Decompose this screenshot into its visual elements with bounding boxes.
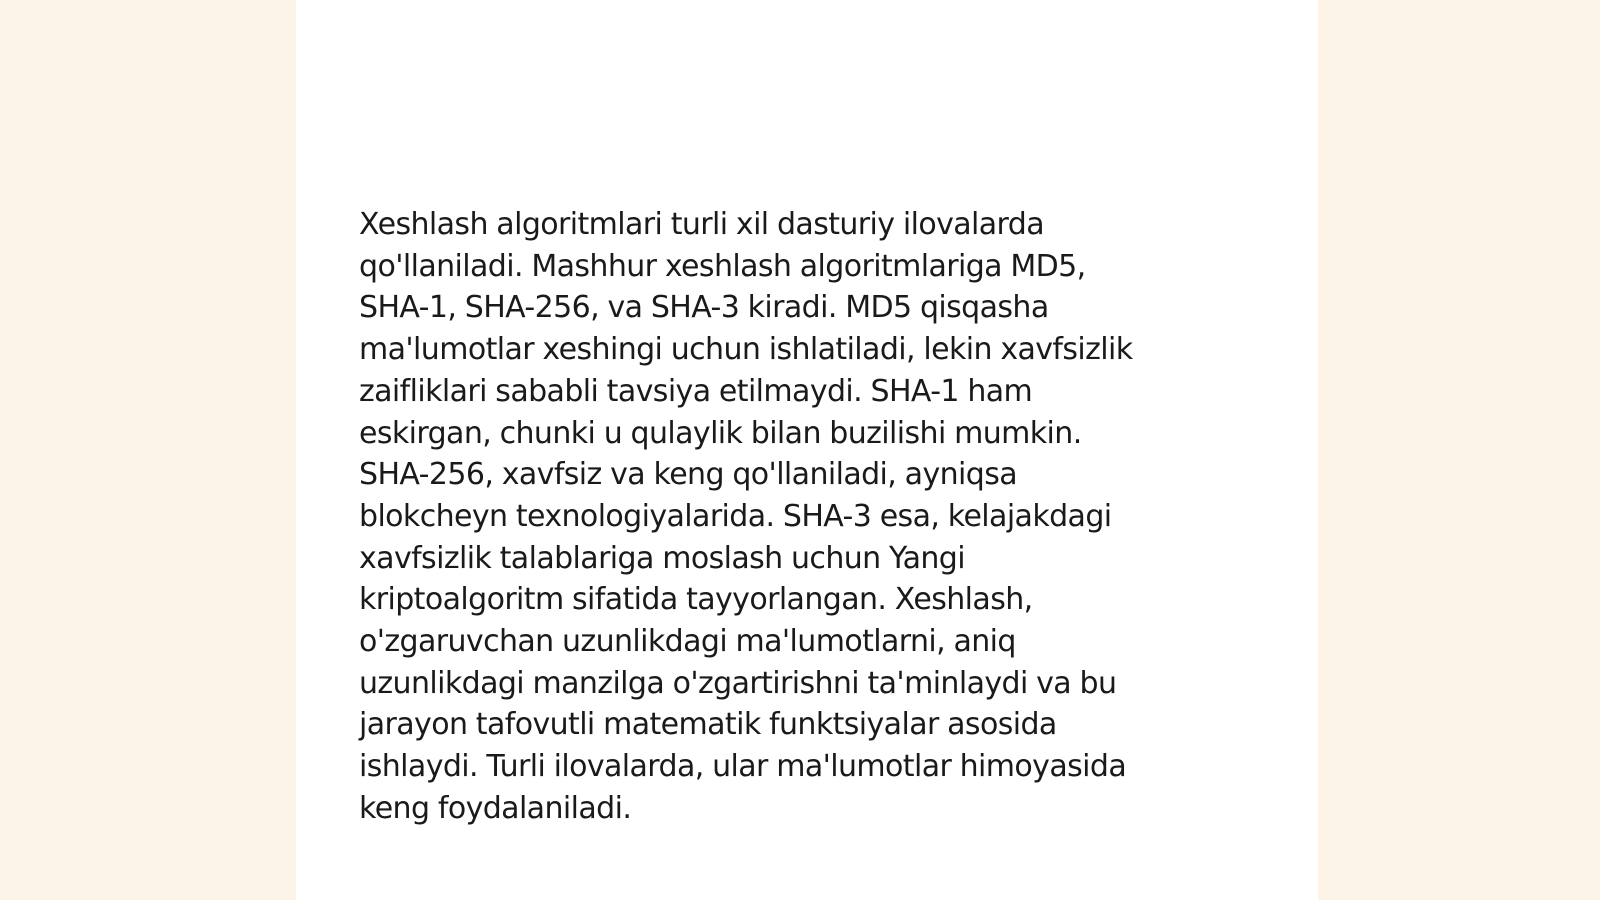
paragraph-line: qo'llaniladi. Mashhur xeshlash algoritmlariga MD5, xyxy=(359,248,1086,284)
paragraph-line: SHA-256, xavfsiz va keng qo'llaniladi, ayniqsa xyxy=(359,457,1018,493)
paragraph-line: zaifliklari sababli tavsiya etilmaydi. SHA-1 ham xyxy=(359,373,1033,409)
paragraph-line: uzunlikdagi manzilga o'zgartirishni ta'minlaydi va bu xyxy=(359,665,1117,701)
paragraph-line: ishlaydi. Turli ilovalarda, ular ma'lumotlar himoyasida xyxy=(359,749,1127,785)
document-page xyxy=(296,0,1318,900)
paragraph-line: SHA-1, SHA-256, va SHA-3 kiradi. MD5 qisqasha xyxy=(359,290,1049,326)
paragraph-line: Xeshlash algoritmlari turli xil dasturiy ilovalarda xyxy=(359,207,1044,242)
paragraph-line: eskirgan, chunki u qulaylik bilan buzilishi mumkin. xyxy=(359,415,1082,451)
paragraph-line: jarayon tafovutli matematik funktsiyalar asosida xyxy=(359,707,1057,743)
body-paragraph xyxy=(359,204,1244,830)
paragraph-line: ma'lumotlar xeshingi uchun ishlatiladi, lekin xavfsizlik xyxy=(359,332,1133,368)
paragraph-line: blokcheyn texnologiyalarida. SHA-3 esa, kelajakdagi xyxy=(359,498,1112,534)
paragraph-line: o'zgaruvchan uzunlikdagi ma'lumotlarni, aniq xyxy=(359,624,1016,660)
paragraph-line: kriptoalgoritm sifatida tayyorlangan. Xeshlash, xyxy=(359,582,1033,618)
paragraph-line: xavfsizlik talablariga moslash uchun Yangi xyxy=(359,540,965,576)
paragraph-line: keng foydalaniladi. xyxy=(359,790,632,826)
